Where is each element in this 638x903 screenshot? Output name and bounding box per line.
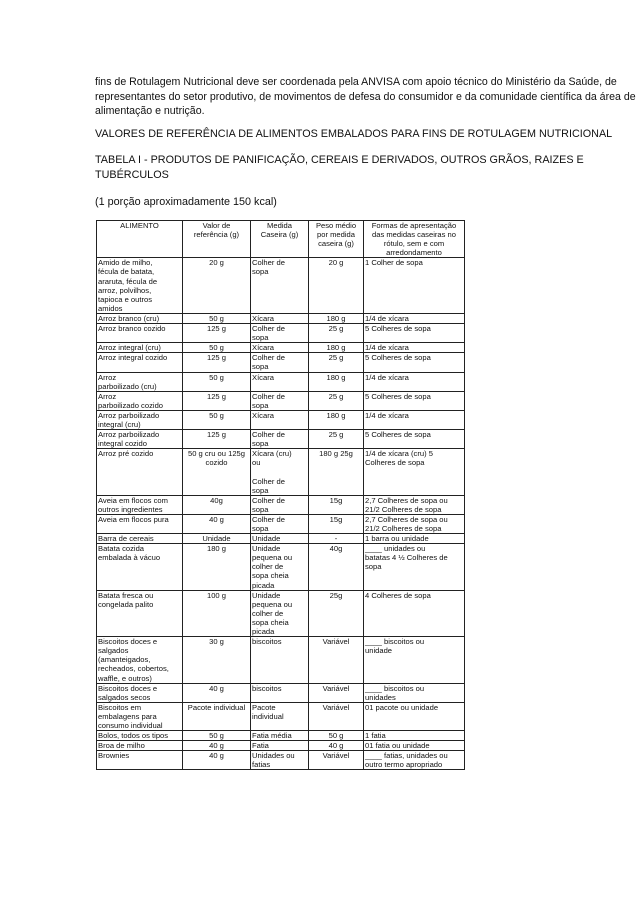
column-header: Valor de referência (g) [183, 221, 251, 258]
label-format-cell: ____ biscoitos ou unidades [364, 683, 465, 702]
average-weight-cell: 20 g [309, 258, 364, 314]
household-measure-cell: Colher de sopa [251, 258, 309, 314]
food-name-cell: Aveia em flocos pura [97, 514, 183, 533]
average-weight-cell: 15g [309, 495, 364, 514]
table-row [97, 702, 465, 730]
reference-value-cell: 125 g [183, 391, 251, 410]
table-row [97, 741, 465, 751]
table-row [97, 544, 465, 590]
food-name-cell: Arroz pré cozido [97, 449, 183, 495]
table-row [97, 495, 465, 514]
average-weight-cell: 40g [309, 544, 364, 590]
label-format-cell: 5 Colheres de sopa [364, 391, 465, 410]
average-weight-cell: 180 g [309, 372, 364, 391]
food-name-cell: Biscoitos doces e salgados (amanteigados, recheados, cobertos, waffle, e outros) [97, 637, 183, 683]
food-name-cell: Biscoitos doces e salgados secos [97, 683, 183, 702]
label-format-cell: 1/4 de xícara (cru) 5 Colheres de sopa [364, 449, 465, 495]
household-measure-cell: Colher de sopa [251, 495, 309, 514]
food-name-cell: Barra de cereais [97, 534, 183, 544]
food-name-cell: Broa de milho [97, 741, 183, 751]
food-name-cell: Batata fresca ou congelada palito [97, 590, 183, 636]
label-format-cell: 1/4 de xícara [364, 343, 465, 353]
food-name-cell: Arroz integral (cru) [97, 343, 183, 353]
household-measure-cell: Fatia [251, 741, 309, 751]
food-name-cell: Batata cozida embalada à vácuo [97, 544, 183, 590]
table-title [95, 153, 584, 182]
average-weight-cell: Variável [309, 637, 364, 683]
intro-line: representantes do setor produtivo, de movimentos de defesa do consumidor e da comunidade científica da área de [95, 90, 636, 103]
food-name-cell: Arroz parboilizado integral (cru) [97, 410, 183, 429]
food-name-cell: Brownies [97, 751, 183, 770]
column-header: Peso médio por medida caseira (g) [309, 221, 364, 258]
table-title-line: TUBÉRCULOS [95, 168, 169, 181]
household-measure-cell: Colher de sopa [251, 430, 309, 449]
average-weight-cell: 15g [309, 514, 364, 533]
table-row [97, 313, 465, 323]
reference-value-cell: 40 g [183, 741, 251, 751]
household-measure-cell: biscoitos [251, 683, 309, 702]
household-measure-cell: Pacote individual [251, 702, 309, 730]
food-name-cell: Amido de milho, fécula de batata, araruta, fécula de arroz, polvilhos, tapioca e outros amidos [97, 258, 183, 314]
label-format-cell: 1 fatia [364, 731, 465, 741]
table-row [97, 590, 465, 636]
food-name-cell: Aveia em flocos com outros ingredientes [97, 495, 183, 514]
table-row [97, 353, 465, 372]
label-format-cell: 4 Colheres de sopa [364, 590, 465, 636]
average-weight-cell: 40 g [309, 741, 364, 751]
reference-value-cell: 125 g [183, 324, 251, 343]
food-name-cell: Arroz integral cozido [97, 353, 183, 372]
intro-line: alimentação e nutrição. [95, 105, 205, 117]
intro-line: fins de Rotulagem Nutricional deve ser coordenada pela ANVISA com apoio técnico do Ministério da Saúde, de [95, 76, 617, 88]
reference-value-cell: 50 g [183, 410, 251, 429]
section-heading: VALORES DE REFERÊNCIA DE ALIMENTOS EMBALADOS PARA FINS DE ROTULAGEM NUTRICIONAL [95, 128, 613, 140]
table-row [97, 324, 465, 343]
reference-value-cell: 50 g [183, 731, 251, 741]
label-format-cell: 1 barra ou unidade [364, 534, 465, 544]
label-format-cell: 1/4 de xícara [364, 410, 465, 429]
household-measure-cell: Xícara [251, 313, 309, 323]
food-name-cell: Arroz parboilizado cozido [97, 391, 183, 410]
label-format-cell: 5 Colheres de sopa [364, 353, 465, 372]
reference-value-cell: 180 g [183, 544, 251, 590]
average-weight-cell: 25 g [309, 391, 364, 410]
household-measure-cell: Xícara [251, 372, 309, 391]
reference-value-cell: 125 g [183, 353, 251, 372]
average-weight-cell: 25g [309, 590, 364, 636]
label-format-cell: 2,7 Colheres de sopa ou 21/2 Colheres de sopa [364, 514, 465, 533]
household-measure-cell: Unidade pequena ou colher de sopa cheia picada [251, 590, 309, 636]
reference-value-cell: 50 g [183, 343, 251, 353]
household-measure-cell: Unidade pequena ou colher de sopa cheia picada [251, 544, 309, 590]
label-format-cell: ____ unidades ou batatas 4 ½ Colheres de sopa [364, 544, 465, 590]
table-row [97, 751, 465, 770]
label-format-cell: 5 Colheres de sopa [364, 430, 465, 449]
label-format-cell: 5 Colheres de sopa [364, 324, 465, 343]
household-measure-cell: Fatia média [251, 731, 309, 741]
household-measure-cell: Xícara (cru) ou Colher de sopa [251, 449, 309, 495]
household-measure-cell: Colher de sopa [251, 514, 309, 533]
table-row [97, 343, 465, 353]
label-format-cell: ____ biscoitos ou unidade [364, 637, 465, 683]
column-header: ALIMENTO [97, 221, 183, 258]
household-measure-cell: Xícara [251, 343, 309, 353]
average-weight-cell: Variável [309, 702, 364, 730]
food-name-cell: Arroz branco cozido [97, 324, 183, 343]
food-name-cell: Arroz branco (cru) [97, 313, 183, 323]
intro-paragraph [95, 75, 638, 119]
table-row [97, 372, 465, 391]
column-header: Formas de apresentação das medidas caseiras no rótulo, sem e com arredondamento [364, 221, 465, 258]
portion-note: (1 porção aproximadamente 150 kcal) [95, 196, 277, 208]
household-measure-cell: Xícara [251, 410, 309, 429]
column-header: Medida Caseira (g) [251, 221, 309, 258]
label-format-cell: 2,7 Colheres de sopa ou 21/2 Colheres de sopa [364, 495, 465, 514]
reference-value-cell: 100 g [183, 590, 251, 636]
household-measure-cell: Colher de sopa [251, 353, 309, 372]
reference-value-cell: Unidade [183, 534, 251, 544]
table-row [97, 410, 465, 429]
reference-value-cell: Pacote individual [183, 702, 251, 730]
average-weight-cell: - [309, 534, 364, 544]
label-format-cell: 01 fatia ou unidade [364, 741, 465, 751]
average-weight-cell: 180 g 25g [309, 449, 364, 495]
label-format-cell: 01 pacote ou unidade [364, 702, 465, 730]
label-format-cell: 1 Colher de sopa [364, 258, 465, 314]
reference-value-cell: 40 g [183, 751, 251, 770]
table-row [97, 534, 465, 544]
reference-value-cell: 50 g [183, 372, 251, 391]
table-row [97, 731, 465, 741]
reference-value-cell: 40 g [183, 683, 251, 702]
table-row [97, 683, 465, 702]
table-row [97, 391, 465, 410]
household-measure-cell: Unidades ou fatias [251, 751, 309, 770]
reference-value-cell: 40g [183, 495, 251, 514]
table-title-line: TABELA I - PRODUTOS DE PANIFICAÇÃO, CEREAIS E DERIVADOS, OUTROS GRÃOS, RAIZES E [95, 154, 584, 166]
average-weight-cell: 180 g [309, 343, 364, 353]
average-weight-cell: 180 g [309, 410, 364, 429]
table-row [97, 637, 465, 683]
reference-value-cell: 125 g [183, 430, 251, 449]
reference-table [96, 220, 465, 770]
average-weight-cell: 50 g [309, 731, 364, 741]
household-measure-cell: Unidade [251, 534, 309, 544]
table-row [97, 514, 465, 533]
household-measure-cell: Colher de sopa [251, 391, 309, 410]
average-weight-cell: 180 g [309, 313, 364, 323]
table-row [97, 258, 465, 314]
reference-value-cell: 30 g [183, 637, 251, 683]
table-row [97, 449, 465, 495]
table-header-row [97, 221, 465, 258]
reference-value-cell: 40 g [183, 514, 251, 533]
food-name-cell: Bolos, todos os tipos [97, 731, 183, 741]
food-name-cell: Arroz parboilizado (cru) [97, 372, 183, 391]
food-name-cell: Biscoitos em embalagens para consumo individual [97, 702, 183, 730]
household-measure-cell: Colher de sopa [251, 324, 309, 343]
label-format-cell: 1/4 de xícara [364, 372, 465, 391]
household-measure-cell: biscoitos [251, 637, 309, 683]
food-name-cell: Arroz parboilizado integral cozido [97, 430, 183, 449]
reference-value-cell: 20 g [183, 258, 251, 314]
reference-value-cell: 50 g [183, 313, 251, 323]
label-format-cell: 1/4 de xícara [364, 313, 465, 323]
average-weight-cell: 25 g [309, 430, 364, 449]
average-weight-cell: 25 g [309, 353, 364, 372]
reference-value-cell: 50 g cru ou 125g cozido [183, 449, 251, 495]
label-format-cell: ____ fatias, unidades ou outro termo apropriado [364, 751, 465, 770]
average-weight-cell: 25 g [309, 324, 364, 343]
table-row [97, 430, 465, 449]
average-weight-cell: Variável [309, 751, 364, 770]
average-weight-cell: Variável [309, 683, 364, 702]
